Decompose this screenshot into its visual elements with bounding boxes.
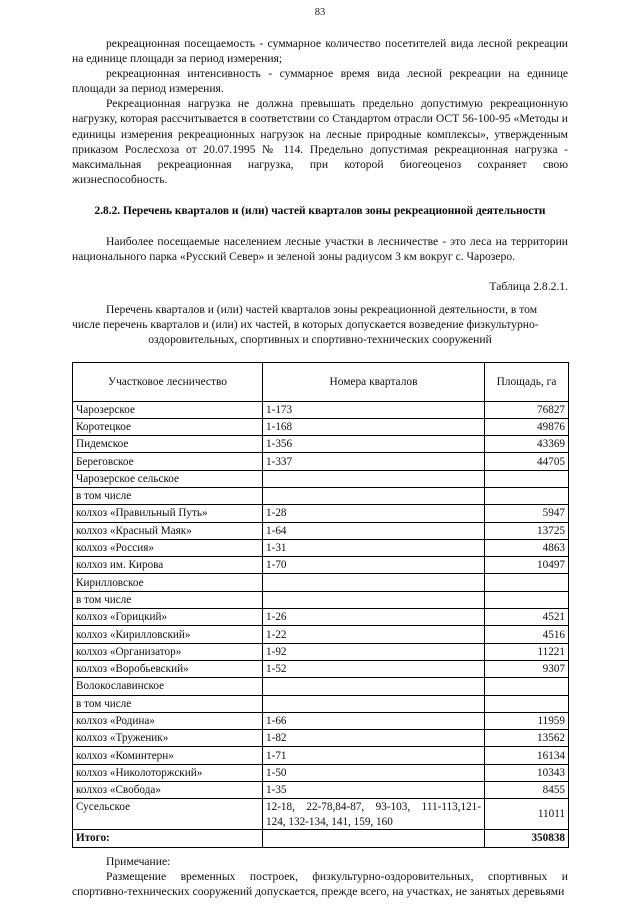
cell-quarter-numbers — [263, 695, 485, 712]
cell-quarter-numbers: 1-28 — [263, 505, 485, 522]
column-header-quarter-numbers: Номера кварталов — [263, 362, 485, 401]
paragraph-section-intro: Наиболее посещаемые населением лесные участки в лесничестве - это леса на территории национального парка «Русский Север» и зеленой зоны радиусом 3 км вокруг с. Чарозеро. — [72, 234, 568, 264]
cell-total-area: 350838 — [485, 830, 569, 847]
cell-area — [485, 470, 569, 487]
table-caption — [72, 302, 568, 347]
cell-forestry-name: Волокославинское — [73, 678, 263, 695]
cell-forestry-name: Чарозерское сельское — [73, 470, 263, 487]
quarter-numbers-line-2: 124, 132-134, 141, 159, 160 — [266, 815, 393, 828]
cell-quarter-numbers — [263, 591, 485, 608]
cell-quarter-numbers: 1-22 — [263, 626, 485, 643]
cell-area: 13725 — [485, 522, 569, 539]
cell-quarter-numbers: 1-26 — [263, 609, 485, 626]
cell-forestry-name: Береговское — [73, 453, 263, 470]
table-body — [73, 401, 569, 847]
cell-quarter-numbers: 1-92 — [263, 643, 485, 660]
column-header-area: Площадь, га — [485, 362, 569, 401]
page-content — [72, 36, 568, 899]
cell-quarter-numbers — [263, 678, 485, 695]
cell-area: 8455 — [485, 782, 569, 799]
cell-area: 11011 — [485, 799, 569, 830]
table-row — [73, 470, 569, 487]
cell-forestry-name: Пидемское — [73, 436, 263, 453]
cell-quarter-numbers — [263, 799, 485, 830]
cell-forestry-name: Сусельское — [73, 799, 263, 830]
table-row — [73, 764, 569, 781]
cell-quarter-numbers: 1-71 — [263, 747, 485, 764]
cell-forestry-name: колхоз «Коминтерн» — [73, 747, 263, 764]
cell-quarter-numbers — [263, 574, 485, 591]
cell-area: 10343 — [485, 764, 569, 781]
note-block — [72, 854, 568, 899]
table-row — [73, 712, 569, 729]
table-row — [73, 626, 569, 643]
cell-area — [485, 678, 569, 695]
table-caption-line-3: оздоровительных, спортивных и спортивно-технических сооружений — [148, 333, 492, 347]
cell-area: 76827 — [485, 401, 569, 418]
cell-forestry-name: колхоз «Правильный Путь» — [73, 505, 263, 522]
cell-area: 9307 — [485, 660, 569, 677]
cell-forestry-name: колхоз «Николоторжский» — [73, 764, 263, 781]
cell-area: 43369 — [485, 436, 569, 453]
cell-area — [485, 574, 569, 591]
cell-area: 11959 — [485, 712, 569, 729]
section-heading-2-8-2: 2.8.2. Перечень кварталов и (или) частей кварталов зоны рекреационной деятельности — [94, 204, 546, 217]
table-row — [73, 487, 569, 504]
quarters-table — [72, 362, 569, 848]
cell-forestry-name: колхоз «Красный Маяк» — [73, 522, 263, 539]
cell-forestry-name: Кирилловское — [73, 574, 263, 591]
cell-area — [485, 591, 569, 608]
cell-area: 44705 — [485, 453, 569, 470]
table-row — [73, 557, 569, 574]
spacer-before-caption — [72, 294, 568, 302]
table-row — [73, 609, 569, 626]
cell-quarter-numbers: 1-168 — [263, 418, 485, 435]
cell-forestry-name: колхоз «Горицкий» — [73, 609, 263, 626]
cell-area: 4516 — [485, 626, 569, 643]
table-row — [73, 418, 569, 435]
cell-area: 4521 — [485, 609, 569, 626]
table-caption-line-1: Перечень кварталов и (или) частей кварталов зоны рекреационной деятельности, в том — [106, 303, 538, 317]
cell-forestry-name: колхоз «Труженик» — [73, 730, 263, 747]
table-row — [73, 747, 569, 764]
cell-forestry-name: в том числе — [73, 487, 263, 504]
table-row — [73, 678, 569, 695]
cell-quarter-numbers: 1-356 — [263, 436, 485, 453]
table-total-row — [73, 830, 569, 847]
cell-quarter-numbers: 1-50 — [263, 764, 485, 781]
cell-quarter-numbers: 1-64 — [263, 522, 485, 539]
cell-quarter-numbers — [263, 487, 485, 504]
cell-forestry-name: колхоз «Организатор» — [73, 643, 263, 660]
cell-area: 11221 — [485, 643, 569, 660]
table-row — [73, 591, 569, 608]
table-row — [73, 522, 569, 539]
table-caption-line-2: числе перечень кварталов и (или) их частей, в которых допускается возведение физкультурно- — [72, 318, 539, 332]
cell-forestry-name: колхоз «Родина» — [73, 712, 263, 729]
table-row — [73, 695, 569, 712]
cell-quarter-numbers: 1-31 — [263, 539, 485, 556]
table-head — [73, 362, 569, 401]
spacer-after-heading — [72, 219, 568, 234]
table-row-suselskoe — [73, 799, 569, 830]
table-row — [73, 574, 569, 591]
table-label: Таблица 2.8.2.1. — [489, 280, 568, 294]
cell-quarter-numbers: 1-337 — [263, 453, 485, 470]
cell-quarter-numbers: 1-66 — [263, 712, 485, 729]
cell-area — [485, 695, 569, 712]
table-row — [73, 505, 569, 522]
page-number: 83 — [314, 7, 326, 18]
table-row — [73, 539, 569, 556]
table-row — [73, 730, 569, 747]
cell-area: 49876 — [485, 418, 569, 435]
cell-area: 13562 — [485, 730, 569, 747]
table-row — [73, 436, 569, 453]
cell-quarter-numbers: 1-82 — [263, 730, 485, 747]
cell-forestry-name: колхоз «Воробьевский» — [73, 660, 263, 677]
cell-forestry-name: колхоз «Свобода» — [73, 782, 263, 799]
cell-area: 16134 — [485, 747, 569, 764]
paragraph-recreational-attendance: рекреационная посещаемость - суммарное количество посетителей вида лесной рекреации на единице площади за период измерения; — [72, 37, 568, 66]
note-body: Размещение временных построек, физкультурно-оздоровительных, спортивных и спортивно-технических сооружений допускается, прежде всего, на участках, не занятых деревьями — [72, 869, 568, 898]
cell-forestry-name: колхоз им. Кирова — [73, 557, 263, 574]
paragraph-recreational-intensity: рекреационная интенсивность - суммарное время вида лесной рекреации на единице площади за период измерения. — [72, 67, 568, 96]
cell-quarter-numbers: 1-35 — [263, 782, 485, 799]
cell-quarter-numbers: 1-173 — [263, 401, 485, 418]
cell-quarter-numbers: 1-70 — [263, 557, 485, 574]
note-title: Примечание: — [106, 854, 171, 868]
table-row — [73, 643, 569, 660]
paragraph-recreational-load: Рекреационная нагрузка не должна превышать предельно допустимую рекреационную нагрузку, которая рассчитывается в соответствии со Стандартом отрасли ОСТ 56-100-95 «Методы и единицы измерения рекреационных нагрузок на лесные природные комплексы», утвержденным приказом Рослесхоза от 20.07.1995 № 114. Предельно допустимая рекреационная нагрузка - максимальная рекреационная нагрузка, при которой биогеоценоз сохраняет свою жизнеспособность. — [72, 97, 568, 186]
cell-area: 10497 — [485, 557, 569, 574]
quarter-numbers-line-1: 12-18, 22-78,84-87, 93-103, 111-113,121- — [266, 801, 481, 814]
table-row — [73, 453, 569, 470]
cell-forestry-name: Коротецкое — [73, 418, 263, 435]
cell-area: 4863 — [485, 539, 569, 556]
cell-total-label: Итого: — [73, 830, 263, 847]
cell-quarter-numbers: 1-52 — [263, 660, 485, 677]
cell-forestry-name: колхоз «Кирилловский» — [73, 626, 263, 643]
cell-area — [485, 487, 569, 504]
table-header-row — [73, 362, 569, 401]
table-row — [73, 782, 569, 799]
cell-forestry-name: в том числе — [73, 695, 263, 712]
cell-total-numbers — [263, 830, 485, 847]
cell-area: 5947 — [485, 505, 569, 522]
spacer-before-table-label — [72, 264, 568, 279]
cell-forestry-name: в том числе — [73, 591, 263, 608]
table-row — [73, 401, 569, 418]
cell-forestry-name: Чарозерское — [73, 401, 263, 418]
cell-forestry-name: колхоз «Россия» — [73, 539, 263, 556]
cell-quarter-numbers — [263, 470, 485, 487]
quarter-numbers-multiline — [266, 800, 481, 829]
column-header-forestry: Участковое лесничество — [73, 362, 263, 401]
table-row — [73, 660, 569, 677]
